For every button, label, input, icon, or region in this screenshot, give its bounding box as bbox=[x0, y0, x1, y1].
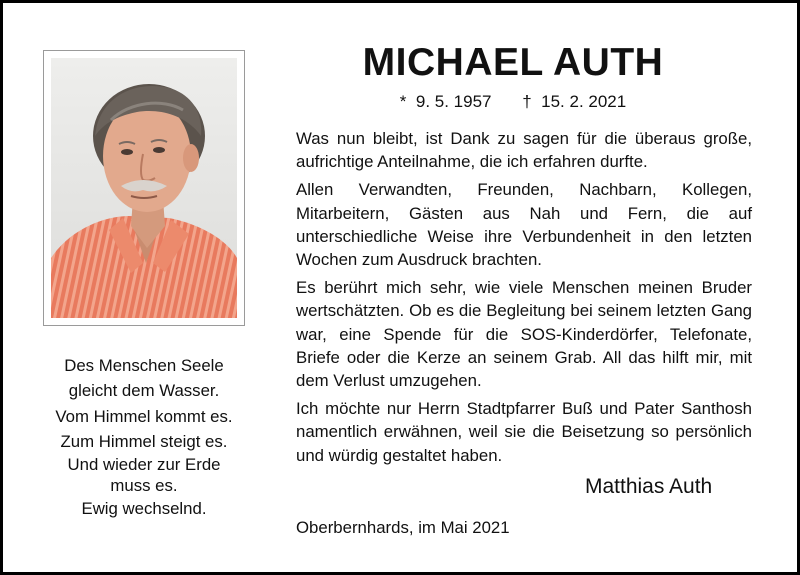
death-date: 15. 2. 2021 bbox=[541, 92, 627, 111]
poem-line: Ewig wechselnd. bbox=[81, 499, 207, 519]
paragraph-2: Allen Verwandten, Freunden, Nachbarn, Kollegen, Mitarbeitern, Gästen aus Nah und Fern, die auf unterschiedliche Weise ihre Verbundenheit in den letzten Wochen zum Ausdruck brachten. bbox=[296, 180, 752, 270]
signature: Matthias Auth bbox=[585, 475, 713, 498]
poem-line: Des Menschen Seele bbox=[64, 356, 224, 375]
birth-star-icon: * bbox=[399, 92, 407, 111]
death-date-group bbox=[522, 92, 626, 112]
poem bbox=[43, 353, 245, 521]
poem-line: muss es. bbox=[110, 476, 178, 496]
life-dates bbox=[293, 92, 733, 112]
photo-frame bbox=[43, 50, 245, 326]
poem-line: Und wieder zur Erde bbox=[67, 455, 221, 475]
portrait-photo bbox=[51, 58, 237, 318]
paragraph-3: Es berührt mich sehr, wie viele Menschen meinen Bruder wertschätzten. Ob es die Begleitung bei seinem letzten Gang war, eine Spende für die SOS-Kinderdörfer, Telefonate, Briefe oder die Kerze an seinem Grab. All das hilft mir, mit dem Verlust umzugehen. bbox=[296, 278, 752, 391]
poem-line: Zum Himmel steigt es. bbox=[60, 431, 228, 451]
thank-you-text bbox=[296, 127, 752, 472]
place-and-date: Oberbernhards, im Mai 2021 bbox=[296, 518, 510, 537]
birth-date-group bbox=[400, 92, 492, 112]
deceased-name: MICHAEL AUTH bbox=[362, 41, 664, 84]
paragraph-4: Ich möchte nur Herrn Stadtpfarrer Buß und Pater Santhosh namentlich erwähnen, weil sie die Beisetzung so persönlich und würdig gestaltet haben. bbox=[296, 399, 752, 465]
paragraph-1: Was nun bleibt, ist Dank zu sagen für die überaus große, aufrichtige Anteilnahme, die ich erfahren durfte. bbox=[296, 129, 752, 172]
death-cross-icon: † bbox=[522, 92, 532, 111]
portrait-illustration bbox=[51, 58, 237, 318]
poem-line: Vom Himmel kommt es. bbox=[55, 406, 233, 426]
birth-date: 9. 5. 1957 bbox=[415, 92, 492, 111]
poem-line: gleicht dem Wasser. bbox=[68, 381, 220, 401]
